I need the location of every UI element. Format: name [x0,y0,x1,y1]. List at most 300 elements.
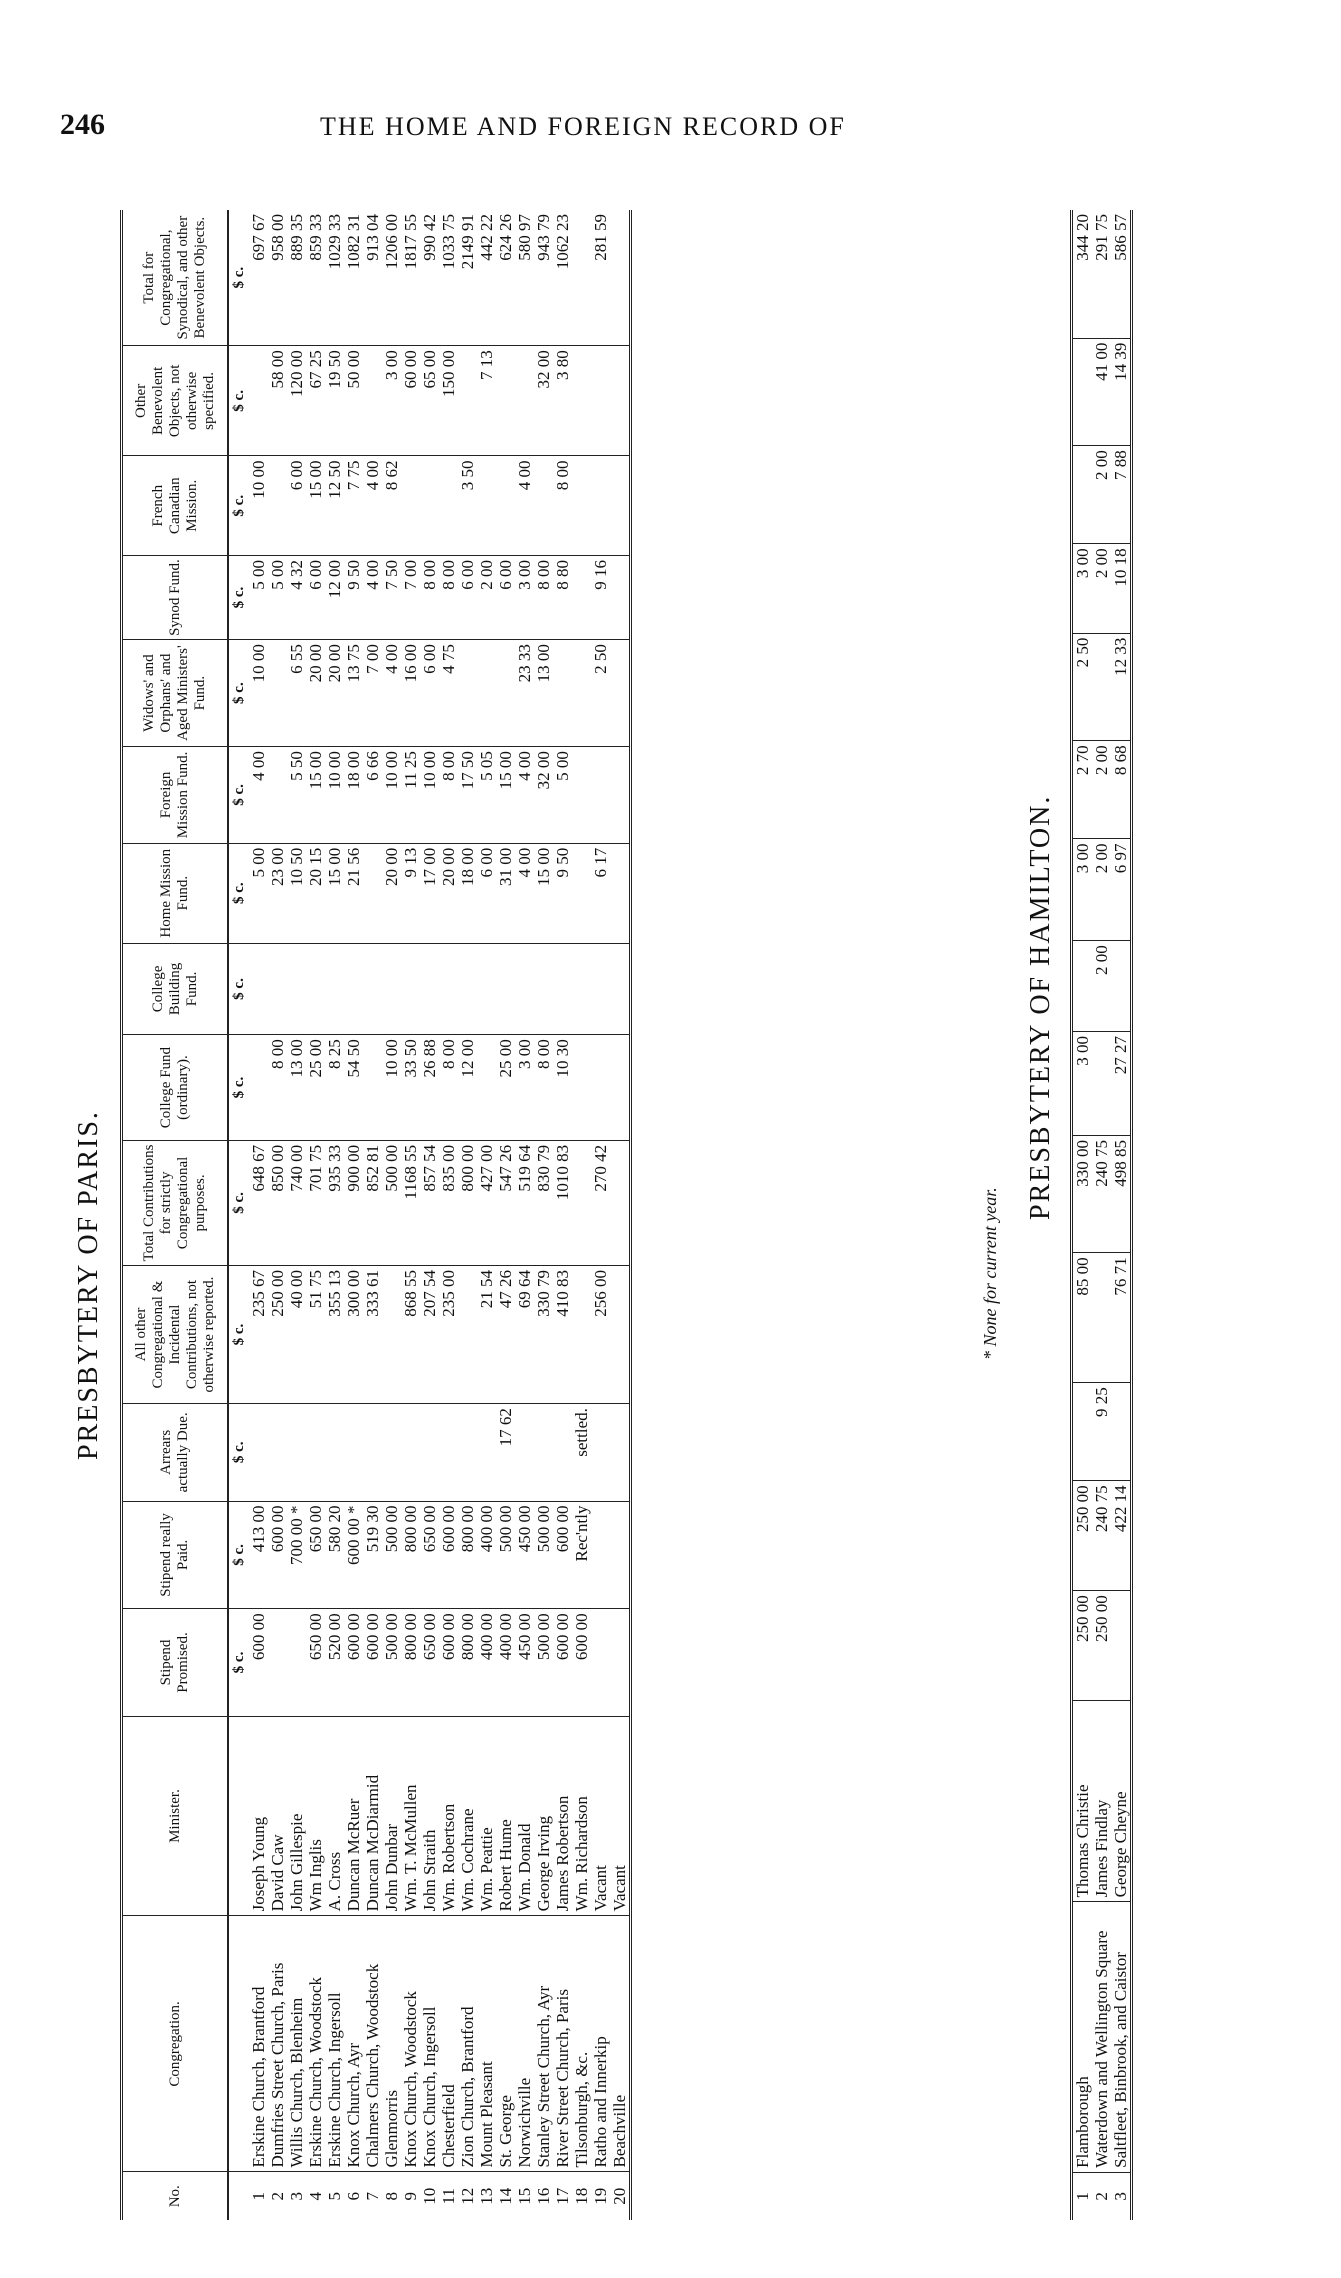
table-cell: 4 00 [363,456,382,556]
table-cell [363,346,382,456]
table-cell: 850 00 [268,1140,287,1265]
table-cell: 330 79 [534,1266,553,1404]
units-row [228,210,249,2220]
table-cell: 344 20 [1073,214,1092,261]
table-cell: 8 00 [553,456,572,556]
table-cell: 600 00 [439,1609,458,1716]
unit-cell: $ c. [228,1035,249,1141]
column-header: Other Benevolent Objects, not otherwise specified. [122,346,229,456]
table-cell [401,456,420,556]
table-cell: David Caw [268,1716,287,1916]
table-cell [610,1609,631,1716]
table-cell [249,1035,268,1141]
table-cell: 450 00 [515,1609,534,1716]
table-cell: 1168 55 [401,1140,420,1265]
column-header: French Canadian Mission. [122,456,229,556]
table-cell [572,843,591,943]
column-header: All other Congregational & Incidental Contributions, not otherwise reported. [122,1266,229,1404]
table-row [496,210,515,2220]
table-cell [610,1266,631,1404]
table-cell: James Findlay [1092,1701,1111,1902]
table-cell: 355 13 [325,1266,344,1404]
table-cell [401,943,420,1035]
table-cell: 835 00 [439,1140,458,1265]
table-cell [268,943,287,1035]
table-cell [1072,338,1093,446]
table-cell: 3 00 [515,556,534,640]
table-cell: Knox Church, Ayr [344,1916,363,2172]
table-cell [363,1404,382,1501]
table-cell: 15 00 [306,747,325,844]
table-cell: 23 33 [515,640,534,747]
table-cell: Erskine Church, Brantford [249,1916,268,2172]
column-header: No. [122,2172,229,2220]
table-cell: Knox Church, Woodstock [401,1916,420,2172]
table-cell: 4 [306,2172,325,2220]
table-cell [591,1404,610,1501]
table-cell: 2 00 [1092,839,1111,941]
table-cell: Thomas Christie [1072,1701,1093,1902]
table-cell: Ratho and Innerkip [591,1916,610,2172]
table-cell [515,1404,534,1501]
table-cell: 11 25 [401,747,420,844]
table-cell: 20 15 [306,843,325,943]
table-cell: 8 25 [325,1035,344,1141]
table-row [534,210,553,2220]
table-cell: 427 00 [477,1140,496,1265]
table-cell: 4 00 [515,456,534,556]
table-cell: 12 00 [458,1035,477,1141]
table-row [287,210,306,2220]
unit-cell [228,1716,249,1916]
table-row [249,210,268,2220]
table-cell [344,1404,363,1501]
table-cell: 500 00 [382,1501,401,1609]
table-cell [249,346,268,456]
table-cell: 15 00 [306,456,325,556]
table-cell: 13 00 [534,640,553,747]
table-cell [1092,1253,1111,1383]
table-cell [496,346,515,456]
table-cell: River Street Church, Paris [553,1916,572,2172]
unit-cell: $ c. [228,1266,249,1404]
table-cell: 7 75 [344,456,363,556]
page-header [60,108,1280,148]
table-cell [477,640,496,747]
table-cell: 830 79 [534,1140,553,1265]
table-cell: 32 00 [534,747,553,844]
table-cell: 2 50 [591,640,610,747]
table-cell: 9 25 [1092,1383,1111,1481]
table-cell: 3 50 [458,456,477,556]
unit-cell: $ c. [228,456,249,556]
table-cell: Erskine Church, Woodstock [306,1916,325,2172]
table-cell: 958 00 [268,214,287,261]
table-cell: 240 75 [1092,1136,1111,1253]
table-cell: 65 00 [420,346,439,456]
table-cell [610,556,631,640]
unit-cell: $ c. [228,1404,249,1501]
column-header: College Building Fund. [122,943,229,1035]
table-cell: 8 00 [534,1035,553,1141]
table-cell: 2 00 [1092,544,1111,633]
column-header: Congregation. [122,1916,229,2172]
table-row [553,210,572,2220]
table-cell: 8 00 [439,747,458,844]
table-cell: 10 50 [287,843,306,943]
page-number: 246 [60,108,105,141]
table-cell: 15 00 [534,843,553,943]
table-cell: 4 00 [515,843,534,943]
table-cell: 15 00 [325,843,344,943]
table-cell: 31 00 [496,843,515,943]
table-row [477,210,496,2220]
table-cell [515,943,534,1035]
table-cell: 422 14 [1111,1481,1132,1591]
table-cell: 648 67 [249,1140,268,1265]
table-cell: 256 00 [591,1266,610,1404]
table-cell: 4 00 [249,747,268,844]
table-cell [268,1609,287,1716]
table-cell [439,943,458,1035]
table-cell [363,943,382,1035]
table-cell [496,456,515,556]
table-row [572,210,591,2220]
table-cell: Duncan McDiarmid [363,1716,382,1916]
table-cell: 6 00 [458,556,477,640]
table-cell: 500 00 [496,1501,515,1609]
table-cell: 400 00 [477,1609,496,1716]
table-cell: 6 00 [420,640,439,747]
table-cell: 3 80 [553,346,572,456]
table-cell: A. Cross [325,1716,344,1916]
table-cell [458,943,477,1035]
table-cell [382,1266,401,1404]
table-cell: 7 88 [1111,446,1132,544]
table-row [344,210,363,2220]
table-cell [249,1404,268,1501]
table-cell [458,1266,477,1404]
table-cell [458,346,477,456]
table-cell: 600 00 [249,1609,268,1716]
table-cell: 7 00 [401,556,420,640]
table-cell: 1033 75 [439,214,458,270]
table-cell: 16 [534,2172,553,2220]
table-row [1092,210,1111,2220]
unit-cell: $ c. [228,346,249,456]
table-cell: 547 26 [496,1140,515,1265]
unit-cell: $ c. [228,1501,249,1609]
table-cell [572,346,591,456]
table-cell: 207 54 [420,1266,439,1404]
table-cell: 7 50 [382,556,401,640]
table-cell [268,640,287,747]
table-cell: 21 54 [477,1266,496,1404]
table-cell [306,943,325,1035]
table-cell: 5 50 [287,747,306,844]
table-cell [382,943,401,1035]
table-cell: 33 50 [401,1035,420,1141]
table-cell: 51 75 [306,1266,325,1404]
table-cell: Wm. Peattie [477,1716,496,1916]
table-cell [1092,633,1111,741]
table-cell: 10 00 [382,1035,401,1141]
table-cell [496,943,515,1035]
table-cell: 6 00 [496,556,515,640]
table-cell [344,943,363,1035]
table-cell: 300 00 [344,1266,363,1404]
table-cell: 900 00 [344,1140,363,1265]
table-cell: 9 13 [401,843,420,943]
table-row [515,210,534,2220]
table-cell [287,1609,306,1716]
table-cell [268,1404,287,1501]
table-cell: 868 55 [401,1266,420,1404]
column-header: Foreign Mission Fund. [122,747,229,844]
table-cell [420,943,439,1035]
table-cell: 2 [268,2172,287,2220]
table-cell: 23 00 [268,843,287,943]
table-cell: 21 56 [344,843,363,943]
table-cell [553,640,572,747]
table-cell: Wm. Cochrane [458,1716,477,1916]
table-cell: 4 00 [363,556,382,640]
table-cell: 250 00 [1072,1591,1093,1701]
column-header: Total for Congregational, Synodical, and other Benevolent Objects. [122,210,229,346]
table-cell: 7 [363,2172,382,2220]
section-title-paris: PRESBYTERY OF PARIS. [73,1110,104,1460]
table-cell [382,1404,401,1501]
table-cell: Duncan McRuer [344,1716,363,1916]
table-cell [610,210,631,346]
table-cell: John Straith [420,1716,439,1916]
table-cell: 5 00 [268,556,287,640]
unit-cell: $ c. [228,640,249,747]
table-cell: Glenmorris [382,1916,401,2172]
table-cell [572,747,591,844]
table-cell: 8 00 [268,1035,287,1141]
table-cell: Zion Church, Brantford [458,1916,477,2172]
table-cell: 9 50 [553,843,572,943]
table-cell: 859 33 [306,214,325,261]
table-cell [572,1266,591,1404]
table-cell: 943 79 [534,214,553,261]
column-header: Widows' and Orphans' and Aged Ministers' Fund. [122,640,229,747]
column-header: Total Contributions for strictly Congregational purposes. [122,1140,229,1265]
table-cell: 6 17 [591,843,610,943]
table-cell [610,747,631,844]
table-cell: 3 00 [1072,1031,1093,1135]
table-cell: 40 00 [287,1266,306,1404]
table-cell: 240 75 [1092,1481,1111,1591]
table-cell: 6 97 [1111,839,1132,941]
table-cell [401,1404,420,1501]
table-cell: 3 00 [515,1035,534,1141]
table-row [306,210,325,2220]
table-cell [591,1035,610,1141]
table-cell [553,943,572,1035]
table-cell: 6 00 [477,843,496,943]
unit-cell [228,1916,249,2172]
table-cell: 26 88 [420,1035,439,1141]
table-cell: 9 50 [344,556,363,640]
table-cell: 600 00 [268,1501,287,1609]
table-cell: 8 [382,2172,401,2220]
table-cell [325,1404,344,1501]
table-cell: Vacant [610,1716,631,1916]
table-cell: 15 [515,2172,534,2220]
table-cell: Beachville [610,1916,631,2172]
table-cell: 650 00 [420,1501,439,1609]
table-cell: 8 00 [420,556,439,640]
table-row [439,210,458,2220]
table-cell [268,747,287,844]
table-cell: 12 50 [325,456,344,556]
table-cell: 1029 33 [325,214,344,270]
table-cell: 600 00 * [344,1501,363,1609]
table-cell: 600 00 [553,1609,572,1716]
table-cell: 500 00 [534,1609,553,1716]
table-cell: 400 00 [477,1501,496,1609]
table-cell: 9 16 [591,556,610,640]
table-cell: 150 00 [439,346,458,456]
table-cell: 11 [439,2172,458,2220]
table-cell: 580 97 [515,214,534,261]
table-cell [268,456,287,556]
table-cell: 2 50 [1072,633,1093,741]
table-cell [610,640,631,747]
table-cell [249,943,268,1035]
table-cell: 18 00 [458,843,477,943]
table-cell: 10 00 [382,747,401,844]
table-cell: Waterdown and Wellington Square [1092,1902,1111,2172]
table-cell: 76 71 [1111,1253,1132,1383]
table-cell [534,943,553,1035]
section-title-hamilton: PRESBYTERY OF HAMILTON. [1025,794,1056,1220]
table-cell: 413 00 [249,1501,268,1609]
table-cell: Wm. T. McMullen [401,1716,420,1916]
table-cell: 12 33 [1111,633,1132,741]
table-cell [1111,1383,1132,1481]
table-cell [1072,446,1093,544]
table-cell: 519 30 [363,1501,382,1609]
table-row [401,210,420,2220]
unit-cell: $ c. [228,843,249,943]
table-cell: 13 75 [344,640,363,747]
table-cell: Chalmers Church, Woodstock [363,1916,382,2172]
table-cell: 281 59 [591,214,610,261]
table-cell: 8 00 [439,1035,458,1141]
table-cell: 18 00 [344,747,363,844]
table-cell [572,640,591,747]
table-cell: 600 00 [344,1609,363,1716]
table-cell: 600 00 [572,1609,591,1716]
table-cell: 250 00 [268,1266,287,1404]
unit-cell: $ c. [228,556,249,640]
table-cell: 498 85 [1111,1136,1132,1253]
table-cell [591,747,610,844]
table-cell [363,1035,382,1141]
table-cell: 8 00 [439,556,458,640]
table-cell: 520 00 [325,1609,344,1716]
table-cell: 12 00 [325,556,344,640]
table-cell: John Dunbar [382,1716,401,1916]
table-cell: 1062 23 [553,214,572,270]
table-cell: James Robertson [553,1716,572,1916]
table-cell: 697 67 [249,214,268,261]
table-cell: 47 26 [496,1266,515,1404]
table-cell: 800 00 [458,1140,477,1265]
table-cell: 235 00 [439,1266,458,1404]
table-cell: 600 00 [363,1609,382,1716]
table-cell: 600 00 [439,1501,458,1609]
table-cell [515,346,534,456]
table-cell: 20 00 [439,843,458,943]
column-header: College Fund (ordinary). [122,1035,229,1141]
table-cell [287,1404,306,1501]
table-cell [591,1501,610,1609]
table-cell: 7 13 [477,346,496,456]
table-cell [458,640,477,747]
table-cell: 20 00 [325,640,344,747]
table-cell: 250 00 [1072,1481,1093,1591]
table-cell: 800 00 [401,1501,420,1609]
table-cell: 650 00 [306,1501,325,1609]
table-cell: 740 00 [287,1140,306,1265]
table-cell: Knox Church, Ingersoll [420,1916,439,2172]
table-row [610,210,631,2220]
table-cell: 13 00 [287,1035,306,1141]
column-header: Stipend really Paid. [122,1501,229,1609]
paris-table-body [228,210,631,2220]
table-cell [610,843,631,943]
table-cell: 69 64 [515,1266,534,1404]
table-cell [1111,941,1132,1032]
unit-cell: $ c. [228,747,249,844]
table-cell: 5 00 [249,843,268,943]
table-cell: 2 00 [1092,446,1111,544]
table-cell: 800 00 [458,1609,477,1716]
table-cell: 800 00 [458,1501,477,1609]
table-cell [306,1404,325,1501]
table-row [382,210,401,2220]
table-cell [534,456,553,556]
table-cell [572,556,591,640]
table-cell: Joseph Young [249,1716,268,1916]
table-cell: 9 [401,2172,420,2220]
table-cell: 19 50 [325,346,344,456]
table-cell [287,943,306,1035]
table-cell: 10 [420,2172,439,2220]
table-cell: settled. [572,1404,591,1501]
table-cell: 17 50 [458,747,477,844]
table-cell [553,1404,572,1501]
table-cell: 857 54 [420,1140,439,1265]
table-cell: 12 [458,2172,477,2220]
table-cell: 14 [496,2172,515,2220]
table-cell: Rec'ntly [572,1501,591,1609]
table-cell: George Irving [534,1716,553,1916]
table-cell: 25 00 [496,1035,515,1141]
table-row [1072,210,1093,2220]
column-header: Stipend Promised. [122,1609,229,1716]
table-row [420,210,439,2220]
table-cell: 701 75 [306,1140,325,1265]
table-cell: 4 00 [382,640,401,747]
table-cell: 13 [477,2172,496,2220]
table-cell: 20 00 [382,843,401,943]
table-cell: 17 62 [496,1404,515,1501]
